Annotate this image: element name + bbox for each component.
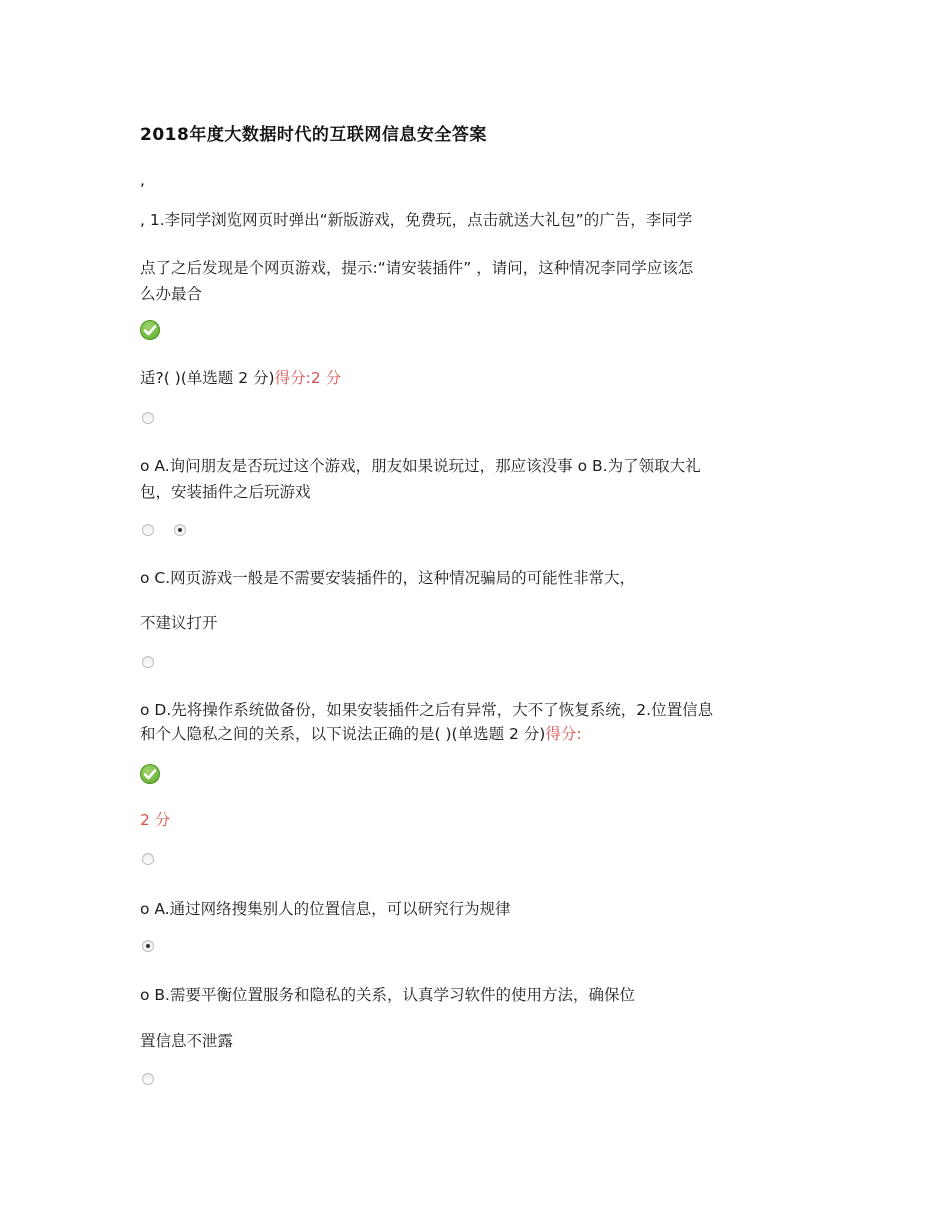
q2-text-line — [140, 722, 582, 746]
q1-option-d-radio[interactable] — [142, 656, 154, 668]
q1-score: 得分:2 分 — [274, 369, 342, 387]
q1-option-a-radio[interactable] — [142, 412, 154, 424]
q1-text-line1: , 1.李同学浏览网页时弹出“新版游戏，免费玩，点击就送大礼包”的广告，李同学 — [140, 211, 693, 229]
q1-option-c-line1: o C.网页游戏一般是不需要安装插件的，这种情况骗局的可能性非常大， — [140, 569, 636, 587]
stray-comma: , — [140, 171, 145, 189]
q1-question-type: 适?( )(单选题 2 分) — [140, 369, 275, 387]
q2-option-a: o A.通过网络搜集别人的位置信息，可以研究行为规律 — [140, 900, 511, 918]
q2-option-a-radio[interactable] — [142, 853, 154, 865]
q1-option-a-line2: 包，安装插件之后玩游戏 — [140, 483, 311, 501]
correct-check-icon — [140, 320, 160, 340]
q1-meta-line — [140, 366, 341, 390]
correct-check-icon — [140, 764, 160, 784]
page-title: 2018年度大数据时代的互联网信息安全答案 — [140, 125, 487, 145]
q2-score-label: 得分: — [545, 725, 582, 743]
q1-option-b-radio[interactable] — [142, 524, 154, 536]
q2-option-b-line2: 置信息不泄露 — [140, 1032, 234, 1050]
q2-score-value: 2 分 — [140, 811, 171, 829]
q1-option-d-line1: o D.先将操作系统做备份，如果安装插件之后有异常，大不了恢复系统，2.位置信息 — [140, 701, 714, 719]
q1-option-c-line2: 不建议打开 — [140, 614, 218, 632]
q2-option-b-radio-selected[interactable] — [142, 940, 154, 952]
q2-option-c-radio[interactable] — [142, 1073, 154, 1085]
q1-option-c-radio-selected[interactable] — [174, 524, 186, 536]
q2-option-b-line1: o B.需要平衡位置服务和隐私的关系，认真学习软件的使用方法，确保位 — [140, 986, 635, 1004]
q1-option-a-line1: o A.询问朋友是否玩过这个游戏，朋友如果说玩过，那应该没事 o B.为了领取大礼 — [140, 457, 701, 475]
q1-text-line2: 点了之后发现是个网页游戏，提示:“请安装插件” ，请问，这种情况李同学应该怎 — [140, 259, 694, 277]
q1-text-line3: 么办最合 — [140, 285, 203, 303]
q2-question-text: 和个人隐私之间的关系，以下说法正确的是( )(单选题 2 分) — [140, 725, 546, 743]
